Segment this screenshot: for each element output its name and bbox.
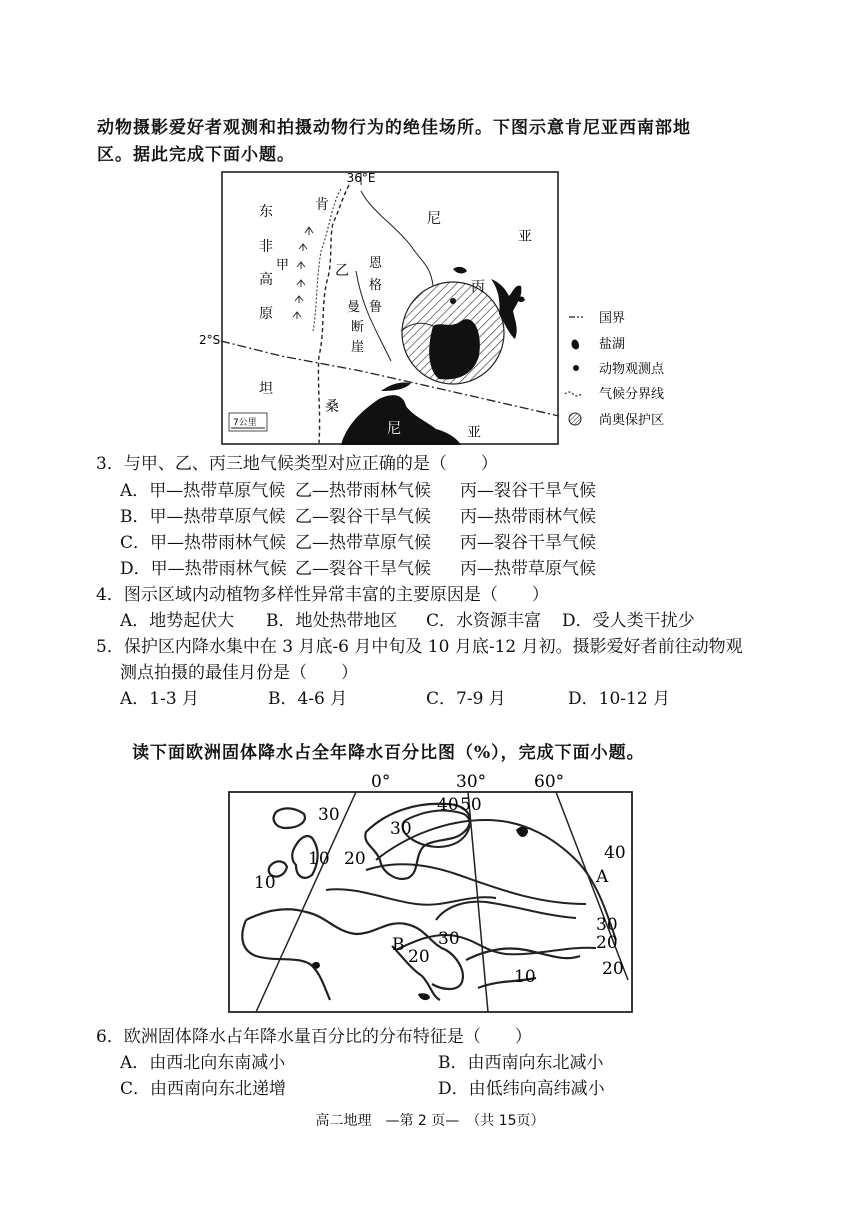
label-yuan: 原: [259, 306, 273, 322]
lon-0: 0°: [371, 772, 391, 792]
label-ya-cliff: 崖: [351, 340, 365, 355]
legend-saltlake-symbol: [572, 339, 580, 349]
contour-label-20a: 20: [344, 849, 366, 869]
q4-b: B．地处热带地区: [266, 611, 398, 631]
lon-30: 30°: [456, 772, 487, 792]
label-sang: 桑: [325, 399, 339, 415]
intro-2: 读下面欧洲固体降水占全年降水百分比图（%），完成下面小题。: [132, 743, 645, 763]
label-en: 恩: [369, 256, 383, 271]
label-bing: 丙: [471, 279, 485, 295]
q3-b-2: 乙—裂谷干旱气候: [295, 507, 431, 527]
q3-stem: 3．与甲、乙、丙三地气候类型对应正确的是（ ）: [96, 454, 498, 474]
europe-map: [216, 770, 636, 1014]
q6-d: D．由低纬向高纬减小: [438, 1079, 605, 1099]
label-ken: 肯: [315, 197, 329, 213]
q6-options-row2: [120, 1077, 605, 1101]
q6-c: C．由西南向东北递增: [120, 1079, 287, 1099]
q6-options-row1: [120, 1051, 604, 1075]
label-ya1: 亚: [518, 229, 532, 245]
legend-point-symbol: [573, 365, 579, 371]
q6-b: B．由西南向东北减小: [438, 1053, 604, 1073]
q4-a: A．地势起伏大: [120, 611, 235, 631]
contour-label-10c: 10: [514, 967, 536, 987]
legend-reserve: 尚奥保护区: [599, 413, 665, 428]
q3-option-b: [120, 505, 596, 529]
label-ni2: 尼: [387, 421, 401, 437]
label-yi: 乙: [335, 263, 349, 279]
contour-label-30c: 30: [596, 915, 618, 935]
page-footer: 高二地理 —第 2 页— （共 15页）: [315, 1113, 545, 1129]
contour-label-40a: 40: [437, 795, 459, 815]
q3-option-a: [120, 479, 596, 503]
q3-d-2: 乙—裂谷干旱气候: [295, 559, 431, 579]
label-dong: 东: [259, 204, 273, 220]
point-a: A: [596, 867, 609, 887]
contour-label-20c: 20: [408, 947, 430, 967]
label-duan: 断: [351, 320, 365, 335]
contour-label-10a: 10: [308, 849, 330, 869]
contour-label-30b: 30: [390, 819, 412, 839]
lat-label: 2°S: [199, 333, 221, 347]
contour-label-50: 50: [460, 795, 482, 815]
q3-option-d: [120, 557, 596, 581]
q3-a-1: A．甲—热带草原气候: [120, 481, 286, 501]
contour-label-30d: 30: [438, 929, 460, 949]
lon-60: 60°: [534, 772, 565, 792]
q4-options: [120, 609, 695, 633]
legend-climate: 气候分界线: [599, 387, 665, 402]
q5-stem-1: 5．保护区内降水集中在 3 月底-6 月中旬及 10 月底-12 月初。摄影爱好者前往动物观: [96, 637, 743, 657]
label-ni: 尼: [427, 211, 441, 227]
intro-line-2: 区。据此完成下面小题。: [97, 145, 295, 165]
q5-stem-2: 测点拍摄的最佳月份是（ ）: [120, 663, 358, 683]
q5-d: D．10-12 月: [568, 689, 671, 709]
kenya-map: [199, 171, 559, 445]
q5-options: [120, 687, 670, 711]
point-b: B: [392, 935, 405, 955]
contour-label-20b: 20: [596, 933, 618, 953]
q4-stem: 4．图示区域内动植物多样性异常丰富的主要原因是（ ）: [96, 585, 549, 605]
label-fei: 非: [259, 239, 273, 255]
label-lu: 鲁: [369, 300, 383, 315]
contour-label-10b: 10: [254, 873, 276, 893]
scale-label: 7公里: [233, 418, 257, 428]
q3-b-3: 丙—热带雨林气候: [460, 507, 596, 527]
map1-legend: [559, 304, 699, 440]
label-gao: 高: [259, 272, 273, 288]
q6-stem: 6．欧洲固体降水占年降水量百分比的分布特征是（ ）: [96, 1027, 532, 1047]
legend-climate-symbol: [565, 392, 581, 396]
q4-c: C．水资源丰富: [426, 611, 542, 631]
q3-a-2: 乙—热带雨林气候: [295, 481, 431, 501]
legend-point: 动物观测点: [599, 362, 665, 377]
q3-c-3: 丙—裂谷干旱气候: [460, 533, 596, 553]
intro-line-1: 动物摄影爱好者观测和拍摄动物行为的绝佳场所。下图示意肯尼亚西南部地: [97, 118, 691, 138]
q3-d-3: 丙—热带草原气候: [460, 559, 596, 579]
q3-a-3: 丙—裂谷干旱气候: [460, 481, 596, 501]
q3-c-1: C．甲—热带雨林气候: [120, 533, 287, 553]
contour-label-40b: 40: [604, 843, 626, 863]
observation-point: [450, 298, 456, 304]
legend-border: 国界: [599, 311, 626, 326]
q3-d-1: D．甲—热带雨林气候: [120, 559, 287, 579]
label-jia: 甲: [276, 258, 290, 273]
legend-saltlake: 盐湖: [599, 337, 626, 352]
q5-a: A．1-3 月: [120, 689, 200, 709]
q3-c-2: 乙—热带草原气候: [295, 533, 431, 553]
label-ya2: 亚: [467, 425, 481, 441]
contour-label-30a: 30: [318, 805, 340, 825]
label-man: 曼: [347, 300, 361, 315]
q3-b-1: B．甲—热带草原气候: [120, 507, 286, 527]
q5-b: B．4-6 月: [268, 689, 348, 709]
label-ge: 格: [369, 278, 383, 293]
legend-reserve-symbol: [569, 413, 581, 425]
q6-a: A．由西北向东南减小: [120, 1053, 286, 1073]
q4-d: D．受人类干扰少: [562, 611, 695, 631]
q5-c: C．7-9 月: [426, 689, 506, 709]
label-tan: 坦: [259, 381, 273, 397]
lon-label: 36°E: [346, 171, 376, 185]
contour-label-20d: 20: [602, 959, 624, 979]
q3-option-c: [120, 531, 596, 555]
